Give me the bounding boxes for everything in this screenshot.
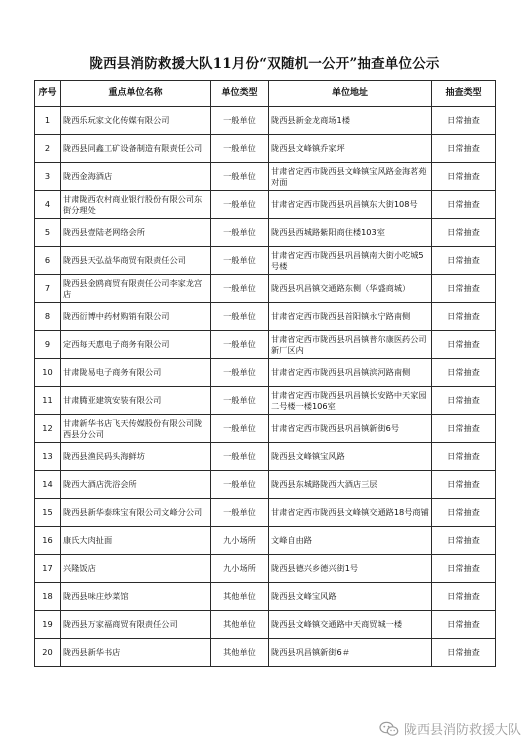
unit-address: 甘肃省定西市陇西县巩昌镇东大街108号	[269, 191, 432, 219]
row-number: 18	[35, 583, 61, 611]
unit-type: 其他单位	[211, 639, 269, 667]
unit-name: 陇西县金鸥商贸有限责任公司李家龙宫店	[61, 275, 211, 303]
table-header-row	[35, 81, 496, 107]
table-row	[35, 303, 496, 331]
table-row	[35, 191, 496, 219]
row-number: 7	[35, 275, 61, 303]
row-number: 10	[35, 359, 61, 387]
unit-address: 甘肃省定西市陇西县首阳镇永宁路南侧	[269, 303, 432, 331]
row-number: 1	[35, 107, 61, 135]
unit-type: 一般单位	[211, 471, 269, 499]
unit-type: 其他单位	[211, 583, 269, 611]
document-title: 陇西县消防救援大队11月份“双随机一公开”抽查单位公示	[89, 56, 440, 72]
header-unit-type: 单位类型	[211, 81, 269, 107]
unit-name: 陇西金海酒店	[61, 163, 211, 191]
unit-type: 一般单位	[211, 135, 269, 163]
unit-type: 一般单位	[211, 415, 269, 443]
table-row	[35, 135, 496, 163]
unit-name: 陇西衍博中药材购销有限公司	[61, 303, 211, 331]
unit-address: 陇西县巩昌镇交通路东侧（华盛商城）	[269, 275, 432, 303]
unit-name: 陇西县渔民码头海鲜坊	[61, 443, 211, 471]
check-type: 日常抽查	[432, 359, 496, 387]
row-number: 4	[35, 191, 61, 219]
check-type: 日常抽查	[432, 275, 496, 303]
unit-address: 甘肃省定西市陇西县巩昌镇长安路中天家园二号楼一楼106室	[269, 387, 432, 415]
unit-name: 兴隆饭店	[61, 555, 211, 583]
check-type: 日常抽查	[432, 471, 496, 499]
table-row	[35, 639, 496, 667]
row-number: 3	[35, 163, 61, 191]
unit-address: 甘肃省定西市陇西县文峰镇宝风路金海茗苑对面	[269, 163, 432, 191]
unit-type: 一般单位	[211, 387, 269, 415]
check-type: 日常抽查	[432, 331, 496, 359]
unit-name: 陇西县味庄炒菜馆	[61, 583, 211, 611]
table-row	[35, 387, 496, 415]
check-type: 日常抽查	[432, 247, 496, 275]
watermark	[379, 719, 521, 738]
header-unit-name: 重点单位名称	[61, 81, 211, 107]
unit-address: 文峰自由路	[269, 527, 432, 555]
table-row	[35, 331, 496, 359]
unit-name: 陇西乐玩家文化传媒有限公司	[61, 107, 211, 135]
table-row	[35, 555, 496, 583]
unit-name: 陇西县万家福商贸有限责任公司	[61, 611, 211, 639]
unit-address: 陇西县文峰镇乔家坪	[269, 135, 432, 163]
table-row	[35, 443, 496, 471]
unit-name: 陇西大酒店洗浴会所	[61, 471, 211, 499]
unit-address: 甘肃省定西市陇西县巩昌镇滨河路南侧	[269, 359, 432, 387]
unit-address: 甘肃省定西市陇西县巩昌镇新街6号	[269, 415, 432, 443]
row-number: 13	[35, 443, 61, 471]
header-check-type: 抽查类型	[432, 81, 496, 107]
check-type: 日常抽查	[432, 135, 496, 163]
unit-name: 定西每天惠电子商务有限公司	[61, 331, 211, 359]
check-type: 日常抽查	[432, 415, 496, 443]
unit-type: 一般单位	[211, 163, 269, 191]
watermark-text: 陇西县消防救援大队	[403, 723, 521, 738]
table-row	[35, 107, 496, 135]
check-type: 日常抽查	[432, 219, 496, 247]
unit-type: 一般单位	[211, 331, 269, 359]
row-number: 9	[35, 331, 61, 359]
check-type: 日常抽查	[432, 163, 496, 191]
table-row	[35, 219, 496, 247]
row-number: 11	[35, 387, 61, 415]
unit-type: 一般单位	[211, 303, 269, 331]
check-type: 日常抽查	[432, 191, 496, 219]
unit-address: 甘肃省定西市陇西县巩昌镇南大街小吃城5号楼	[269, 247, 432, 275]
row-number: 6	[35, 247, 61, 275]
row-number: 19	[35, 611, 61, 639]
unit-address: 陇西县文峰镇交通路中天商贸城一楼	[269, 611, 432, 639]
row-number: 8	[35, 303, 61, 331]
check-type: 日常抽查	[432, 499, 496, 527]
unit-name: 陇西县新华泰珠宝有限公司文峰分公司	[61, 499, 211, 527]
unit-type: 一般单位	[211, 499, 269, 527]
check-type: 日常抽查	[432, 527, 496, 555]
row-number: 12	[35, 415, 61, 443]
inspection-table	[34, 80, 496, 667]
unit-address: 陇西县德兴乡德兴街1号	[269, 555, 432, 583]
unit-name: 陇西县天弘益华商贸有限责任公司	[61, 247, 211, 275]
unit-address: 甘肃省定西市陇西县巩昌镇普尔康医药公司新厂区内	[269, 331, 432, 359]
unit-name: 康氏大肉扯面	[61, 527, 211, 555]
unit-type: 一般单位	[211, 219, 269, 247]
unit-address: 陇西县文峰镇宝风路	[269, 443, 432, 471]
unit-address: 陇西县西城路紫阳商住楼103室	[269, 219, 432, 247]
unit-type: 一般单位	[211, 275, 269, 303]
unit-address: 陇西县巩昌镇新街6＃	[269, 639, 432, 667]
unit-name: 陇西县新华书店	[61, 639, 211, 667]
row-number: 17	[35, 555, 61, 583]
unit-name: 甘肃陇易电子商务有限公司	[61, 359, 211, 387]
table-row	[35, 247, 496, 275]
table-row	[35, 275, 496, 303]
unit-type: 一般单位	[211, 247, 269, 275]
unit-name: 甘肃陇西农村商业银行股份有限公司东街分理处	[61, 191, 211, 219]
row-number: 20	[35, 639, 61, 667]
table-row	[35, 359, 496, 387]
table-row	[35, 611, 496, 639]
check-type: 日常抽查	[432, 555, 496, 583]
unit-address: 陇西县新金龙商场1楼	[269, 107, 432, 135]
unit-type: 一般单位	[211, 191, 269, 219]
unit-type: 九小场所	[211, 527, 269, 555]
table-row	[35, 527, 496, 555]
check-type: 日常抽查	[432, 443, 496, 471]
header-number: 序号	[35, 81, 61, 107]
check-type: 日常抽查	[432, 107, 496, 135]
table-row	[35, 415, 496, 443]
unit-type: 一般单位	[211, 443, 269, 471]
check-type: 日常抽查	[432, 611, 496, 639]
unit-name: 陇西县壹陆老网络会所	[61, 219, 211, 247]
unit-name: 甘肃新华书店飞天传媒股份有限公司陇西县分公司	[61, 415, 211, 443]
unit-address: 陇西县东城路陇西大酒店三层	[269, 471, 432, 499]
row-number: 16	[35, 527, 61, 555]
check-type: 日常抽查	[432, 583, 496, 611]
unit-type: 一般单位	[211, 359, 269, 387]
row-number: 2	[35, 135, 61, 163]
unit-type: 一般单位	[211, 107, 269, 135]
table-row	[35, 499, 496, 527]
unit-address: 甘肃省定西市陇西县文峰镇交通路18号商铺	[269, 499, 432, 527]
check-type: 日常抽查	[432, 387, 496, 415]
table-row	[35, 471, 496, 499]
unit-address: 陇西县文峰宝风路	[269, 583, 432, 611]
table-row	[35, 163, 496, 191]
unit-type: 九小场所	[211, 555, 269, 583]
unit-type: 其他单位	[211, 611, 269, 639]
header-unit-address: 单位地址	[269, 81, 432, 107]
unit-name: 甘肃腾亚建筑安装有限公司	[61, 387, 211, 415]
check-type: 日常抽查	[432, 303, 496, 331]
table-row	[35, 583, 496, 611]
unit-name: 陇西县同鑫工矿设备制造有限责任公司	[61, 135, 211, 163]
row-number: 5	[35, 219, 61, 247]
row-number: 14	[35, 471, 61, 499]
wechat-icon	[379, 721, 399, 737]
check-type: 日常抽查	[432, 639, 496, 667]
row-number: 15	[35, 499, 61, 527]
